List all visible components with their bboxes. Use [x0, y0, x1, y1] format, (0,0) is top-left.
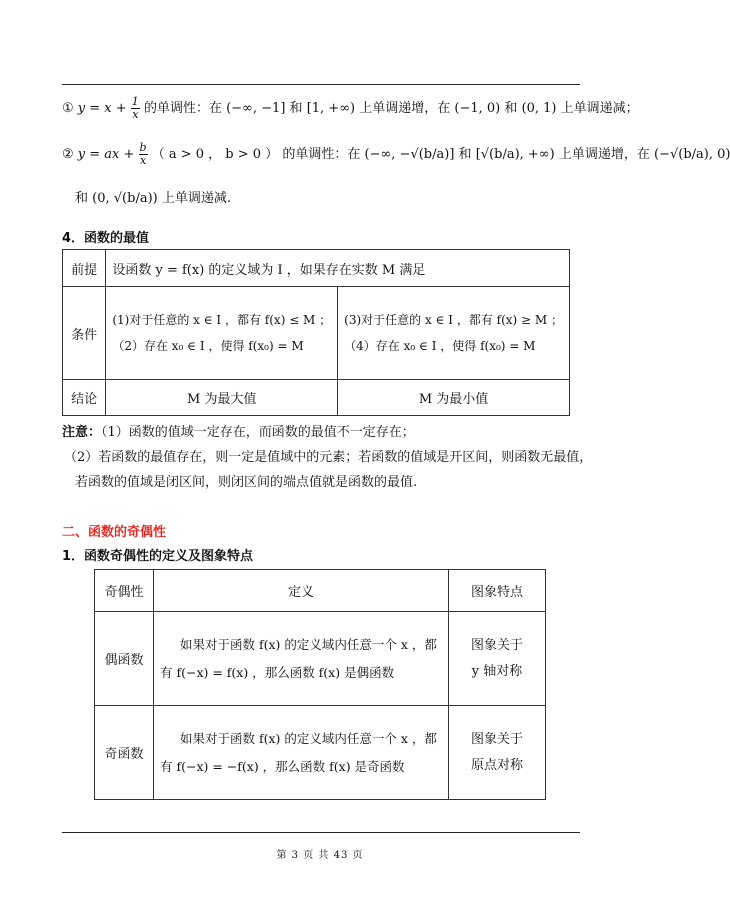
- even-def-line-1: 如果对于函数 f(x) 的定义域内任意一个 x ，都: [180, 636, 437, 652]
- max-min-table: [62, 249, 570, 416]
- interval: (0, 1): [521, 101, 557, 116]
- text: 和: [75, 191, 89, 206]
- interval: [1, +∞): [306, 101, 356, 116]
- header-rule: [62, 84, 580, 85]
- max-condition-2: （2）存在 x₀ ∈ I ，使得 f(x₀) = M: [112, 339, 304, 353]
- even-graph-line-1: 图象关于: [470, 637, 523, 653]
- conclusion-label: 结论: [63, 380, 106, 416]
- page-number: 第 3 页 共 43 页: [276, 850, 364, 861]
- interval: (−√(b/a), 0): [654, 147, 730, 162]
- marker: ①: [62, 101, 74, 116]
- odd-definition: [154, 706, 449, 800]
- subsection-1-title: 1．函数奇偶性的定义及图象特点: [62, 549, 254, 564]
- premise-label: 前提: [63, 250, 106, 287]
- even-graph: [449, 612, 546, 706]
- footer-rule: [62, 832, 580, 833]
- note-label: 注意：: [62, 425, 102, 440]
- condition-label: 条件: [63, 287, 106, 380]
- odd-graph: [449, 706, 546, 800]
- even-definition: [154, 612, 449, 706]
- header-definition: 定义: [154, 570, 449, 612]
- note-line-1: [62, 424, 415, 442]
- text: 的单调性：在: [143, 101, 222, 116]
- header-graph: 图象特点: [449, 570, 546, 612]
- min-condition-1: (3)对于任意的 x ∈ I ，都有 f(x) ≥ M ；: [344, 313, 563, 327]
- note-line-2: （2）若函数的最值存在，则一定是值域中的元素；若函数的值域是开区间，则函数无最值，: [64, 450, 593, 465]
- odd-graph-line-1: 图象关于: [470, 731, 523, 747]
- interval: [√(b/a), +∞): [475, 147, 555, 162]
- odd-def-line-2: 有 f(−x) = −f(x) ，那么函数 f(x) 是奇函数: [160, 758, 405, 774]
- max-conclusion: M 为最大值: [106, 380, 338, 416]
- property-1-line: [62, 96, 639, 121]
- property-2-line: [62, 142, 730, 167]
- formula-y-x-plus-1-over-x: y = x + $\frac{1}{x}$: [77, 95, 139, 121]
- max-condition-1: (1)对于任意的 x ∈ I ，都有 f(x) ≤ M ；: [112, 313, 332, 327]
- property-2-line-2: [75, 190, 231, 208]
- text: 的单调性：在: [282, 147, 361, 162]
- section-4-title: 4．函数的最值: [62, 231, 150, 246]
- odd-graph-line-2: 原点对称: [470, 757, 523, 773]
- text: 和: [289, 101, 303, 116]
- text: 上单调递减.: [161, 191, 231, 206]
- note-line-3: 若函数的值域是闭区间，则闭区间的端点值就是函数的最值.: [75, 475, 418, 490]
- min-condition-2: （4）存在 x₀ ∈ I ，使得 f(x₀) = M: [344, 339, 536, 353]
- text: 和: [458, 147, 472, 162]
- min-conditions: [338, 287, 570, 380]
- formula-y-ax-plus-b-over-x: y = ax + $\frac{b}{x}$: [77, 141, 147, 167]
- interval: (−∞, −√(b/a)]: [364, 147, 455, 162]
- even-function-label: 偶函数: [95, 612, 154, 706]
- interval: (0, √(b/a)): [92, 191, 158, 206]
- premise-text: 设函数 y = f(x) 的定义域为 I ，如果存在实数 M 满足: [106, 250, 570, 287]
- max-conditions: [106, 287, 338, 380]
- text: 上单调递增，在: [558, 147, 650, 162]
- text: 和: [504, 101, 518, 116]
- odd-function-label: 奇函数: [95, 706, 154, 800]
- min-conclusion: M 为最小值: [338, 380, 570, 416]
- even-graph-line-2: y 轴对称: [471, 663, 523, 679]
- interval: (−∞, −1]: [226, 101, 286, 116]
- interval: (−1, 0): [454, 101, 501, 116]
- header-parity: 奇偶性: [95, 570, 154, 612]
- note-text-1: （1）函数的值域一定存在，而函数的最值不一定存在；: [101, 425, 415, 440]
- even-def-line-2: 有 f(−x) = f(x) ，那么函数 f(x) 是偶函数: [160, 664, 395, 680]
- section-2-title: 二、函数的奇偶性: [62, 525, 167, 540]
- odd-def-line-1: 如果对于函数 f(x) 的定义域内任意一个 x ，都: [180, 730, 437, 746]
- text: 上单调递减；: [560, 101, 639, 116]
- condition: （ a > 0 ， b > 0 ）: [151, 147, 279, 162]
- text: 上单调递增，在: [359, 101, 451, 116]
- marker: ②: [62, 147, 74, 162]
- parity-table: [94, 569, 546, 800]
